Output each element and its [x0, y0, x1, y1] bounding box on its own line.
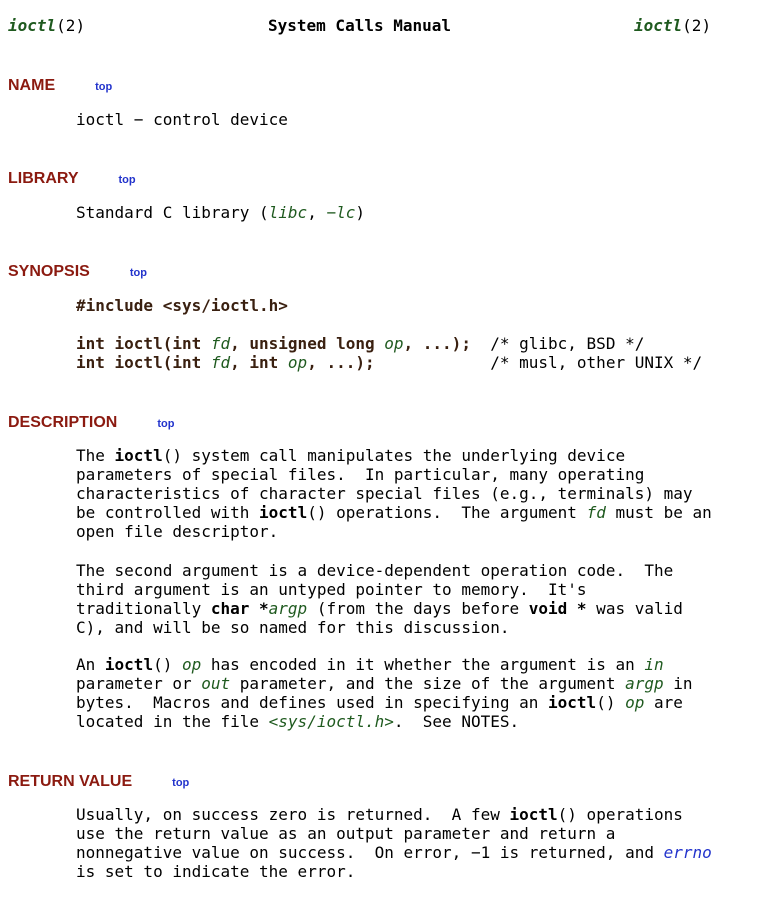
top-link[interactable]: top	[172, 777, 190, 789]
header-right: ioctl(2)	[634, 16, 712, 35]
return-value-paragraph: Usually, on success zero is returned. A few ioctl() operations use the return value as an output parameter and return a nonnegative value on success. On error, −1 is returned, and errno is set to indicate the error.	[76, 805, 712, 881]
header-center: System Calls Manual	[268, 16, 452, 35]
errno-link[interactable]: errno	[663, 843, 712, 862]
name-text: ioctl − control device	[76, 110, 288, 129]
section-heading-description: DESCRIPTION top	[8, 414, 175, 431]
synopsis-include: #include <sys/ioctl.h>	[76, 296, 288, 315]
description-paragraph-1: The ioctl() system call manipulates the underlying device parameters of special files. In particular, many operating characteristics of character special files (e.g., terminals) may be controlled with ioctl() operations. The argument fd must be an open file descriptor.	[76, 446, 712, 541]
top-link[interactable]: top	[129, 267, 147, 279]
synopsis-line-1: int ioctl(int fd, unsigned long op, ...); /* glibc, BSD */	[76, 334, 645, 353]
synopsis-line-2: int ioctl(int fd, int op, ...); /* musl, other UNIX */	[76, 353, 703, 372]
section-heading-library: LIBRARY top	[8, 170, 136, 187]
section-heading-return-value: RETURN VALUE top	[8, 773, 190, 790]
top-link[interactable]: top	[157, 418, 175, 430]
section-heading-name: NAME top	[8, 77, 113, 94]
description-paragraph-2: The second argument is a device‐dependent operation code. The third argument is an untyped pointer to memory. It's traditionally char *argp (from the days before void * was valid C), and will be so named for this discussion.	[76, 561, 683, 637]
page-header	[8, 16, 713, 36]
library-text: Standard C library (libc, −lc)	[76, 203, 365, 222]
top-link[interactable]: top	[118, 174, 136, 186]
top-link[interactable]: top	[95, 81, 113, 93]
description-paragraph-3: An ioctl() op has encoded in it whether the argument is an in parameter or out parameter, and the size of the argument argp in bytes. Macros and defines used in specifying an ioctl() op are located in the file <sys/ioctl.h>. See NOTES.	[76, 655, 693, 731]
header-left: ioctl(2)	[8, 16, 86, 35]
section-heading-synopsis: SYNOPSIS top	[8, 263, 147, 280]
